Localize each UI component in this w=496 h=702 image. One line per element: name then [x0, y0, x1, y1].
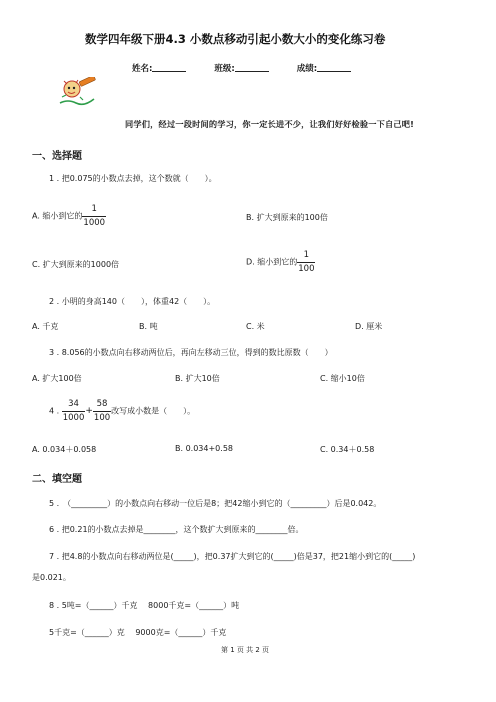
fraction-1-over-1000: [82, 205, 106, 227]
page-title: 数学四年级下册4.3 小数点移动引起小数大小的变化练习卷: [85, 32, 386, 46]
question-6: 6 . 把0.21的小数点去掉是________，这个数扩大到原来的________倍。: [49, 525, 304, 534]
question-2-option-c[interactable]: C. 米: [246, 322, 265, 331]
question-1-option-d[interactable]: [246, 251, 315, 273]
question-7-line-2: 是0.021。: [32, 573, 71, 582]
plus-sign: +: [85, 406, 93, 416]
fraction-numerator: 1: [91, 204, 97, 214]
question-7-line-1: 7 . 把4.8的小数点向右移动两位是(_____)，把0.37扩大到它的(_____)倍是37，把21缩小到它的(_____): [49, 552, 416, 561]
fraction-denominator: 100: [93, 412, 111, 423]
question-2-stem: 2 . 小明的身高140（ ），体重42（ ）。: [49, 297, 216, 306]
name-field[interactable]: [152, 63, 186, 72]
question-4-option-c[interactable]: C. 0.34＋0.58: [320, 445, 375, 454]
fraction-58-over-100: [93, 400, 111, 422]
question-3-option-a[interactable]: A. 扩大100倍: [32, 374, 82, 383]
question-1-option-b[interactable]: B. 扩大到原来的100倍: [246, 213, 328, 222]
score-field[interactable]: [317, 63, 351, 72]
question-1-option-a[interactable]: [32, 205, 106, 227]
question-4-number: 4 .: [49, 406, 60, 416]
fraction-numerator: 1: [303, 250, 310, 260]
fraction-denominator: 100: [298, 263, 315, 274]
name-label: 姓名:: [132, 64, 153, 74]
fraction-34-over-1000: [62, 400, 86, 422]
fraction-denominator: 1000: [62, 412, 85, 423]
fraction-numerator: 34: [68, 399, 79, 409]
class-field[interactable]: [235, 63, 269, 72]
question-1-stem: 1 . 把0.075的小数点去掉，这个数就（ ）。: [49, 174, 217, 183]
question-3-stem: 3 . 8.056的小数点向右移动两位后，再向左移动三位，得到的数比原数（ ）: [49, 348, 333, 357]
student-info-row: [132, 62, 351, 74]
question-4-suffix: 改写成小数是（ ）。: [111, 406, 196, 416]
question-2-option-d[interactable]: D. 厘米: [355, 322, 383, 331]
question-1-option-c[interactable]: C. 扩大到原来的1000倍: [32, 260, 120, 269]
question-4-option-a[interactable]: A. 0.034＋0.058: [32, 445, 97, 454]
question-2-option-b[interactable]: B. 吨: [139, 322, 158, 331]
pencil-mascot-illustration: [58, 77, 102, 107]
question-5: 5 . （_________）的小数点向右移动一位后是8；把42缩小到它的（_________）后是0.042。: [49, 499, 382, 508]
question-2-option-a[interactable]: A. 千克: [32, 322, 59, 331]
fraction-denominator: 1000: [83, 217, 106, 228]
section-fill-heading: 二、填空题: [32, 474, 82, 485]
question-4-option-b[interactable]: B. 0.034+0.58: [175, 444, 233, 453]
fraction-numerator: 58: [96, 399, 108, 409]
section-choice-heading: 一、选择题: [32, 151, 82, 162]
class-label: 班级:: [214, 64, 235, 74]
score-label: 成绩:: [296, 64, 318, 74]
intro-text: 同学们，经过一段时间的学习，你一定长进不少，让我们好好检验一下自己吧!: [125, 119, 415, 129]
question-8-line-1: 8 . 5吨=（______）千克 8000千克=（______）吨: [49, 601, 240, 610]
question-8-line-2: 5千克=（______）克 9000克=（______）千克: [49, 628, 227, 637]
option-d-text: D. 缩小到它的: [246, 257, 298, 267]
question-3-option-b[interactable]: B. 扩大10倍: [175, 374, 220, 383]
page-footer: 第 1 页 共 2 页: [221, 646, 270, 654]
question-4-stem: [49, 400, 195, 422]
question-3-option-c[interactable]: C. 缩小10倍: [320, 374, 365, 383]
option-a-text: A. 缩小到它的: [32, 211, 83, 221]
fraction-1-over-100: [297, 251, 315, 273]
